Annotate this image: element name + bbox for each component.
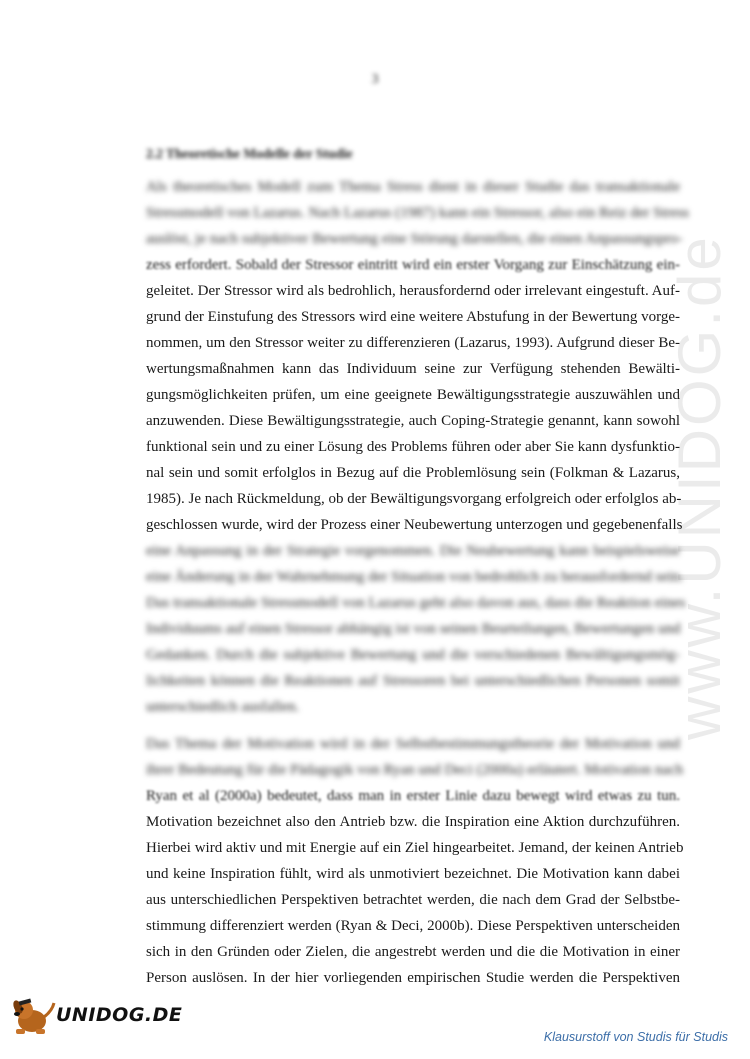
text-line: 1985). Je nach Rückmeldung, ob der Bewältigungsvorgang erfolgreich oder erfolglos ab- xyxy=(146,491,682,507)
text-line: unterschiedlich ausfallen. xyxy=(146,699,300,715)
text-line: stimmung differenziert werden (Ryan & Deci, 2000b). Diese Perspektiven unterscheiden xyxy=(146,918,680,934)
text-line: Motivation bezeichnet also den Antrieb bzw. die Inspiration eine Aktion durchzuführen. xyxy=(146,814,680,830)
footer-tagline: Klausurstoff von Studis für Studis xyxy=(543,1030,728,1044)
unidog-logo xyxy=(10,995,183,1037)
brand-name: UNIDOG.DE xyxy=(56,1004,183,1026)
page-number: 3 xyxy=(371,72,379,87)
text-line: anzuwenden. Diese Bewältigungsstrategie, auch Coping-Strategie genannt, kann sowohl xyxy=(146,413,680,429)
text-line: gungsmöglichkeiten prüfen, um eine geeignete Bewältigungsstrategie auszuwählen und xyxy=(146,387,680,403)
text-line: aus unterschiedlichen Perspektiven betrachtet werden, die nach dem Grad der Selbstbe- xyxy=(146,892,680,908)
text-line: Individuums auf einen Stressor abhängig ist von seinen Beurteilungen, Bewertungen und xyxy=(146,621,681,637)
text-line: wertungsmaßnahmen kann das Individuum seine zur Verfügung stehenden Bewälti- xyxy=(146,361,680,377)
section-heading: 2.2 Theoretische Modelle der Studie xyxy=(146,146,353,161)
text-line: Das Thema der Motivation wird in der Selbstbestimmungstheorie der Motivation und xyxy=(146,736,680,752)
text-line: Stressmodell von Lazarus. Nach Lazarus (1987) kann ein Stressor, also ein Reiz der Stress xyxy=(146,205,690,221)
text-line: Als theoretisches Modell zum Thema Stress dient in dieser Studie das transaktionale xyxy=(146,179,680,195)
text-line: zess erfordert. Sobald der Stressor eintritt wird ein erster Vorgang zur Einschätzung ein- xyxy=(146,257,680,273)
text-line: Person auslösen. In der hier vorliegenden empirischen Studie werden die Perspektiven xyxy=(146,970,680,986)
text-line: Gedanken. Durch die subjektive Bewertung und die verschiedenen Bewältigungsmög- xyxy=(146,647,680,663)
paragraph-motivation xyxy=(146,731,684,991)
text-line: Ryan et al (2000a) bedeutet, dass man in erster Linie dazu bewegt wird etwas zu tun. xyxy=(146,788,680,804)
text-line: Das transaktionale Stressmodell von Lazarus geht also davon aus, dass die Reaktion eines xyxy=(146,595,686,611)
text-line: nommen, um den Stressor weiter zu differenzieren (Lazarus, 1993). Aufgrund dieser Be- xyxy=(146,335,680,351)
text-line: auslöst, je nach subjektiver Bewertung eine Störung darstellen, die einen Anpassungspro- xyxy=(146,231,683,247)
text-line: grund der Einstufung des Stressors wird eine weitere Abstufung in der Bewertung vorge- xyxy=(146,309,680,325)
paragraph-stress-model xyxy=(146,174,690,720)
text-line: und keine Inspiration fühlt, wird als unmotiviert bezeichnet. Die Motivation kann dabei xyxy=(146,866,680,882)
text-line: Hierbei wird aktiv und mit Energie auf ein Ziel hingearbeitet. Jemand, der keinen Antrieb xyxy=(146,840,684,856)
text-line: eine Änderung in der Wahrnehmung der Situation von bedrohlich zu herausfordernd sein. xyxy=(146,569,684,585)
text-line: geleitet. Der Stressor wird als bedrohlich, herausfordernd oder irrelevant eingestuft. Auf- xyxy=(146,283,680,299)
text-line: funktional sein und zu einer Lösung des Problems führen oder aber Sie kann dysfunktio- xyxy=(146,439,680,455)
text-line: eine Anpassung in der Strategie vorgenommen. Die Neubewertung kann beispielsweise xyxy=(146,543,680,559)
dog-icon xyxy=(10,995,56,1037)
text-line: ihrer Bedeutung für die Pädagogik von Ryan und Deci (2000a) erläutert. Motivation nach xyxy=(146,762,684,778)
text-line: nal sein und somit erfolglos in Bezug auf die Problemlösung sein (Folkman & Lazarus, xyxy=(146,465,680,481)
text-line: geschlossen wurde, wird der Prozess einer Neubewertung unterzogen und gegebenenfalls xyxy=(146,517,683,533)
watermark: www.UNIDOG.de xyxy=(666,234,733,740)
text-line: sich in den Gründen oder Zielen, die angestrebt werden und die die Motivation in einer xyxy=(146,944,680,960)
text-line: lichkeiten können die Reaktionen auf Stressoren bei unterschiedlichen Personen somit xyxy=(146,673,680,689)
